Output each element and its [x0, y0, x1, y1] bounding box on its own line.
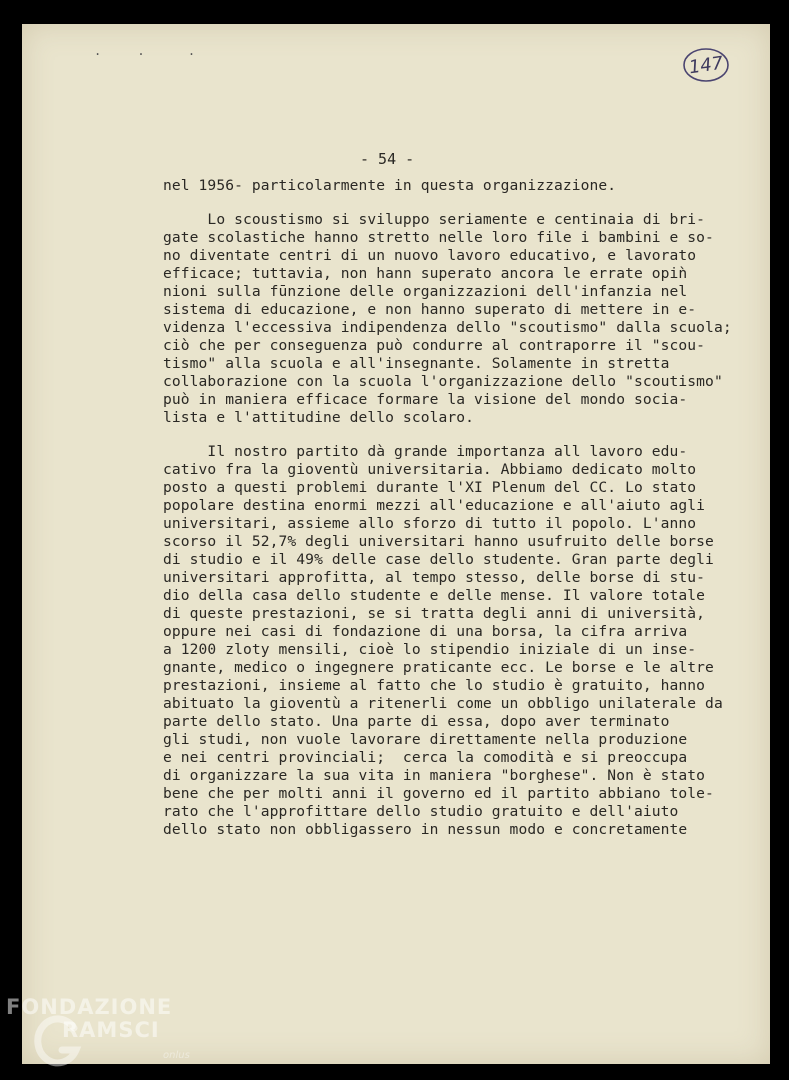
- text-line: abituato la gioventù a ritenerli come un obbligo unilaterale da: [163, 695, 723, 712]
- text-line: popolare destina enormi mezzi all'educazione e all'aiuto agli: [163, 497, 706, 514]
- text-line: bene che per molti anni il governo ed il partito abbiano tole-: [163, 785, 714, 802]
- text-line: cativo fra la gioventù universitaria. Abbiamo dedicato molto: [163, 461, 697, 478]
- watermark-line2: RAMSCI: [62, 1018, 160, 1042]
- text-line: può in maniera efficace formare la visione del mondo socia-: [163, 391, 688, 408]
- fondazione-gramsci-watermark: [0, 990, 200, 1080]
- document-page: [22, 24, 770, 1064]
- text-line: e nei centri provinciali; cerca la comodità e si preoccupa: [163, 749, 688, 766]
- text-line: videnza l'eccessiva indipendenza dello "scoutismo" dalla scuola;: [163, 319, 732, 336]
- text-line: Il nostro partito dà grande importanza all lavoro edu-: [163, 443, 688, 460]
- archive-stamp: [682, 46, 730, 84]
- text-line: efficace; tuttavia, non hann superato ancora le errate opiǹ: [163, 265, 688, 282]
- text-line: gnante, medico o ingegnere praticante ecc. Le borse e le altre: [163, 659, 714, 676]
- text-line: prestazioni, insieme al fatto che lo studio è gratuito, hanno: [163, 677, 706, 694]
- page-number: - 54 -: [360, 150, 415, 168]
- text-line: universitari approfitta, al tempo stesso, delle borse di stu-: [163, 569, 706, 586]
- text-line: Lo scoustismo si sviluppo seriamente e centinaia di bri-: [163, 211, 706, 228]
- text-line: di organizzare la sua vita in maniera "borghese". Non è stato: [163, 767, 706, 784]
- text-line: posto a questi problemi durante l'XI Plenum del CC. Lo stato: [163, 479, 697, 496]
- archive-stamp-number: 147: [687, 52, 725, 78]
- text-line: dello stato non obbligassero in nessun modo e concretamente: [163, 821, 688, 838]
- watermark-onlus: onlus: [163, 1050, 190, 1061]
- text-line: parte dello stato. Una parte di essa, dopo aver terminato: [163, 713, 670, 730]
- text-line: universitari, assieme allo sforzo di tutto il popolo. L'anno: [163, 515, 697, 532]
- text-line: tismo" alla scuola e all'insegnante. Solamente in stretta: [163, 355, 670, 372]
- text-line: nel 1956- particolarmente in questa organizzazione.: [163, 177, 617, 194]
- text-line: scorso il 52,7% degli universitari hanno usufruito delle borse: [163, 533, 714, 550]
- text-line: lista e l'attitudine dello scolaro.: [163, 409, 475, 426]
- text-line: collaborazione con la scuola l'organizzazione dello "scoutismo": [163, 373, 723, 390]
- text-line: a 1200 zloty mensili, cioè lo stipendio iniziale di un inse-: [163, 641, 697, 658]
- text-line: sistema di educazione, e non hanno superato di mettere in e-: [163, 301, 697, 318]
- text-line: nioni sulla fūnzione delle organizzazioni dell'infanzia nel: [163, 283, 688, 300]
- watermark-line1: FONDAZIONE: [6, 995, 173, 1019]
- text-line: di queste prestazioni, se si tratta degli anni di università,: [163, 605, 706, 622]
- text-line: oppure nei casi di fondazione di una borsa, la cifra arriva: [163, 623, 688, 640]
- punch-marks: . . .: [94, 44, 196, 58]
- text-line: ciò che per conseguenza può condurre al contraporre il "scou-: [163, 337, 706, 354]
- text-line: no diventate centri di un nuovo lavoro educativo, e lavorato: [163, 247, 697, 264]
- text-line: rato che l'approfittare dello studio gratuito e dell'aiuto: [163, 803, 679, 820]
- text-line: gate scolastiche hanno stretto nelle loro file i bambini e so-: [163, 229, 714, 246]
- text-line: dio della casa dello studente e delle mense. Il valore totale: [163, 587, 706, 604]
- text-line: gli studi, non vuole lavorare direttamente nella produzione: [163, 731, 688, 748]
- text-line: di studio e il 49% delle case dello studente. Gran parte degli: [163, 551, 714, 568]
